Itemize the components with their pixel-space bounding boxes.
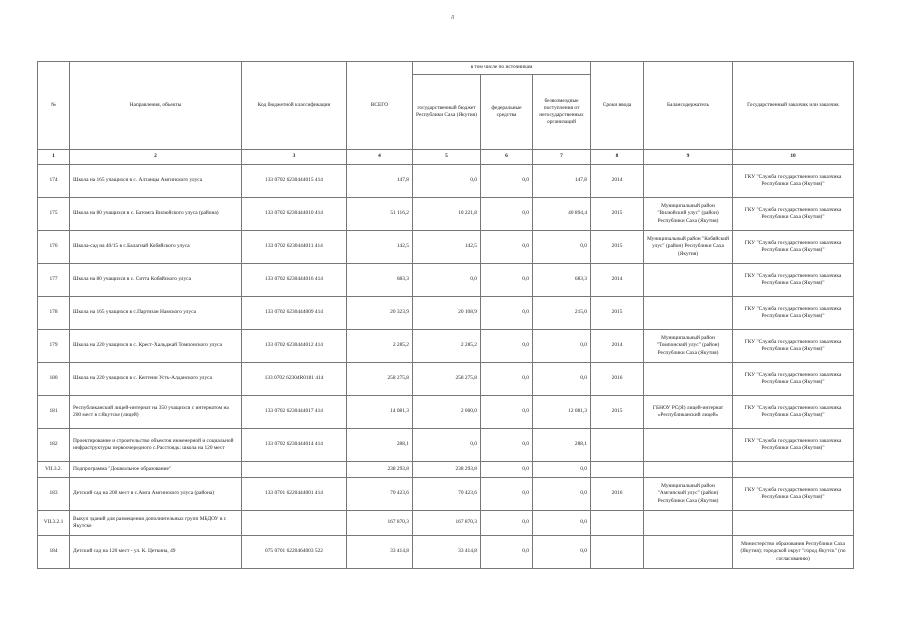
cell-kbk: 133 0702 62304R0181 414	[242, 363, 347, 396]
cell-holder	[644, 511, 733, 536]
col-num: 6	[481, 150, 533, 165]
cell-customer: ГКУ "Служба государственного заказчика Республики Саха (Якутия)"	[733, 396, 854, 429]
cell-customer: ГКУ "Служба государственного заказчика Республики Саха (Якутия)"	[733, 429, 854, 462]
cell-federal: 0,0	[481, 478, 533, 511]
cell-kbk: 133 0702 6230444017 414	[242, 396, 347, 429]
cell-federal: 0,0	[481, 462, 533, 478]
cell-grant: 215,0	[533, 297, 591, 330]
cell-state-budget: 2 285,2	[413, 330, 481, 363]
col-num: 5	[413, 150, 481, 165]
cell-total: 51 116,2	[347, 198, 413, 231]
cell-no: 179	[38, 330, 70, 363]
cell-state-budget: 238 293,8	[413, 462, 481, 478]
cell-name: Детский сад на 120 мест - ул. К. Цеткина, 49	[70, 536, 242, 569]
cell-customer	[733, 511, 854, 536]
table-row	[38, 198, 854, 231]
cell-state-budget: 20 108,9	[413, 297, 481, 330]
col-num: 10	[733, 150, 854, 165]
cell-term: 2014	[591, 165, 644, 198]
cell-no: 176	[38, 231, 70, 264]
cell-holder	[644, 297, 733, 330]
cell-name: Проектирование и строительство объектов инженерной и социальной инфраструктуры первоочередного с.Расстоядь: школа на 120 мест	[70, 429, 242, 462]
cell-total: 33 414,8	[347, 536, 413, 569]
cell-federal: 0,0	[481, 511, 533, 536]
cell-state-budget: 33 414,8	[413, 536, 481, 569]
cell-grant: 12 081,3	[533, 396, 591, 429]
header-by-source: в том числе по источникам	[413, 62, 591, 75]
cell-no: 178	[38, 297, 70, 330]
cell-customer: ГКУ "Служба государственного заказчика Республики Саха (Якутия)"	[733, 478, 854, 511]
cell-federal: 0,0	[481, 198, 533, 231]
cell-state-budget: 0,0	[413, 165, 481, 198]
cell-kbk: 133 0702 6230444011 414	[242, 231, 347, 264]
cell-term: 2016	[591, 478, 644, 511]
cell-name: Выкуп зданий для размещения дополнительных групп МБДОУ в г. Якутске	[70, 511, 242, 536]
cell-federal: 0,0	[481, 297, 533, 330]
cell-no: 174	[38, 165, 70, 198]
table-row	[38, 231, 854, 264]
cell-name: Школа на 80 учащихся в с. Ситта Кобяйского улуса	[70, 264, 242, 297]
header-term: Сроки ввода	[591, 62, 644, 150]
col-num: 1	[38, 150, 70, 165]
cell-customer: ГКУ "Служба государственного заказчика Республики Саха (Якутия)"	[733, 330, 854, 363]
cell-name: Школа на 165 учащихся в с. Алтанцы Амгинского улуса	[70, 165, 242, 198]
cell-total: 167 870,3	[347, 511, 413, 536]
column-numbers-row	[38, 150, 854, 165]
cell-no: 180	[38, 363, 70, 396]
cell-holder: Муниципальный район "Вилюйский улус" (район) Республики Саха (Якутия)	[644, 198, 733, 231]
cell-holder: Муниципальный район "Амгинский улус" (район) Республики Саха (Якутия)	[644, 478, 733, 511]
cell-no: VII.3.2.	[38, 462, 70, 478]
cell-federal: 0,0	[481, 231, 533, 264]
cell-customer: ГКУ "Служба государственного заказчика Республики Саха (Якутия)"	[733, 297, 854, 330]
cell-term: 2015	[591, 297, 644, 330]
cell-customer: ГКУ "Служба государственного заказчика Республики Саха (Якутия)"	[733, 363, 854, 396]
cell-term	[591, 462, 644, 478]
cell-kbk: 133 0702 6230444012 414	[242, 330, 347, 363]
cell-term: 2015	[591, 198, 644, 231]
col-num: 3	[242, 150, 347, 165]
cell-total: 238 293,8	[347, 462, 413, 478]
cell-state-budget: 70 423,6	[413, 478, 481, 511]
cell-federal: 0,0	[481, 363, 533, 396]
cell-grant: 683,3	[533, 264, 591, 297]
cell-kbk	[242, 462, 347, 478]
cell-term	[591, 511, 644, 536]
table-row	[38, 396, 854, 429]
cell-term: 2014	[591, 330, 644, 363]
table-row	[38, 165, 854, 198]
cell-kbk: 075 0701 6220464003 522	[242, 536, 347, 569]
cell-term: 2015	[591, 396, 644, 429]
cell-total: 258 275,8	[347, 363, 413, 396]
cell-kbk: 133 0702 6230444015 414	[242, 165, 347, 198]
col-num: 7	[533, 150, 591, 165]
cell-state-budget: 2 000,0	[413, 396, 481, 429]
cell-no: 182	[38, 429, 70, 462]
cell-federal: 0,0	[481, 330, 533, 363]
cell-grant: 147,8	[533, 165, 591, 198]
cell-term: 2014	[591, 264, 644, 297]
cell-customer: ГКУ "Служба государственного заказчика Республики Саха (Якутия)"	[733, 198, 854, 231]
cell-grant: 0,0	[533, 478, 591, 511]
cell-grant: 0,0	[533, 363, 591, 396]
cell-name: Школа на 80 учащихся в с. Батомга Вилюйского улуса (района)	[70, 198, 242, 231]
budget-table	[37, 61, 854, 569]
cell-kbk: 133 0702 6230444016 414	[242, 264, 347, 297]
cell-no: 183	[38, 478, 70, 511]
cell-name: Школа на 220 учащихся в с. Крест-Хальджай Томпонского улуса	[70, 330, 242, 363]
cell-total: 70 423,6	[347, 478, 413, 511]
header-direction: Направления, объекты	[70, 62, 242, 150]
header-state-budget: государственный бюджет Республики Саха (Якутия)	[413, 75, 481, 150]
cell-federal: 0,0	[481, 536, 533, 569]
cell-customer: ГКУ "Служба государственного заказчика Республики Саха (Якутия)"	[733, 264, 854, 297]
cell-customer: ГКУ "Служба государственного заказчика Республики Саха (Якутия)"	[733, 165, 854, 198]
header-federal: федеральные средства	[481, 75, 533, 150]
cell-customer: Министерство образования Республики Саха (Якутия); городской округ "город Якутск" (по согласованию)	[733, 536, 854, 569]
cell-total: 20 323,9	[347, 297, 413, 330]
cell-grant: 40 894,4	[533, 198, 591, 231]
header-no: №	[38, 62, 70, 150]
cell-holder	[644, 165, 733, 198]
cell-term: 2015	[591, 231, 644, 264]
cell-no: 184	[38, 536, 70, 569]
cell-kbk: 133 0702 6230444014 414	[242, 429, 347, 462]
cell-kbk: 133 0701 6220444001 414	[242, 478, 347, 511]
col-num: 4	[347, 150, 413, 165]
table-row	[38, 462, 854, 478]
cell-term	[591, 429, 644, 462]
cell-name: Школа-сад на 40/15 в с.Балагнай Кобяйского улуса	[70, 231, 242, 264]
header-kbk: Код бюджетной классификации	[242, 62, 347, 150]
cell-name: Детский сад на 200 мест в с.Амга Амгинского улуса (района)	[70, 478, 242, 511]
cell-federal: 0,0	[481, 429, 533, 462]
cell-total: 683,3	[347, 264, 413, 297]
cell-no: VII.3.2.1	[38, 511, 70, 536]
col-num: 2	[70, 150, 242, 165]
table-row	[38, 478, 854, 511]
cell-total: 147,8	[347, 165, 413, 198]
cell-name: Республиканский лицей-интернат на 350 учащихся с интернатом на 200 мест в г.Якутске (лицей)	[70, 396, 242, 429]
cell-holder: Муниципальный район "Кобяйский улус" (район) Республики Саха (Якутия)	[644, 231, 733, 264]
cell-holder	[644, 264, 733, 297]
cell-no: 175	[38, 198, 70, 231]
table-row	[38, 536, 854, 569]
cell-state-budget: 258 275,8	[413, 363, 481, 396]
table-row	[38, 297, 854, 330]
header-holder: Балансодержатель	[644, 62, 733, 150]
table-row	[38, 429, 854, 462]
cell-no: 177	[38, 264, 70, 297]
cell-holder: Муниципальный район "Томпонский улус" (район) Республики Саха (Якутия)	[644, 330, 733, 363]
table-row	[38, 363, 854, 396]
cell-term: 2016	[591, 363, 644, 396]
page-number: д	[450, 14, 455, 20]
cell-total: 14 081,3	[347, 396, 413, 429]
cell-kbk	[242, 511, 347, 536]
cell-state-budget: 0,0	[413, 429, 481, 462]
cell-federal: 0,0	[481, 396, 533, 429]
header-grant: безвозмездные поступления от негосударственных организаций	[533, 75, 591, 150]
col-num: 8	[591, 150, 644, 165]
cell-kbk: 133 0702 6230444009 414	[242, 297, 347, 330]
col-num: 9	[644, 150, 733, 165]
cell-federal: 0,0	[481, 165, 533, 198]
cell-term	[591, 536, 644, 569]
cell-state-budget: 0,0	[413, 264, 481, 297]
cell-name: Подпрограмма "Дошкольное образование"	[70, 462, 242, 478]
cell-grant: 0,0	[533, 511, 591, 536]
cell-holder: ГБНОУ РС(Я) лицей-интернат «Республиканский лицей»	[644, 396, 733, 429]
cell-customer	[733, 462, 854, 478]
cell-grant: 0,0	[533, 330, 591, 363]
cell-name: Школа на 220 учащихся в с. Кептени Усть-Алданского улуса	[70, 363, 242, 396]
cell-holder	[644, 462, 733, 478]
cell-grant: 0,0	[533, 536, 591, 569]
cell-customer: ГКУ "Служба государственного заказчика Республики Саха (Якутия)"	[733, 231, 854, 264]
cell-state-budget: 142,5	[413, 231, 481, 264]
cell-total: 288,1	[347, 429, 413, 462]
header-customer: Государственный заказчик или заказчик	[733, 62, 854, 150]
cell-total: 2 285,2	[347, 330, 413, 363]
header-total: ВСЕГО	[347, 62, 413, 150]
cell-kbk: 133 0702 6230444010 414	[242, 198, 347, 231]
cell-holder	[644, 363, 733, 396]
table-row	[38, 330, 854, 363]
cell-holder	[644, 429, 733, 462]
cell-total: 142,5	[347, 231, 413, 264]
cell-grant: 288,1	[533, 429, 591, 462]
cell-holder	[644, 536, 733, 569]
cell-federal: 0,0	[481, 264, 533, 297]
cell-grant: 0,0	[533, 231, 591, 264]
table-row	[38, 264, 854, 297]
cell-grant: 0,0	[533, 462, 591, 478]
cell-no: 181	[38, 396, 70, 429]
cell-state-budget: 10 221,8	[413, 198, 481, 231]
table-row	[38, 511, 854, 536]
cell-name: Школа на 165 учащихся в с.Партизан Намского улуса	[70, 297, 242, 330]
cell-state-budget: 167 870,3	[413, 511, 481, 536]
